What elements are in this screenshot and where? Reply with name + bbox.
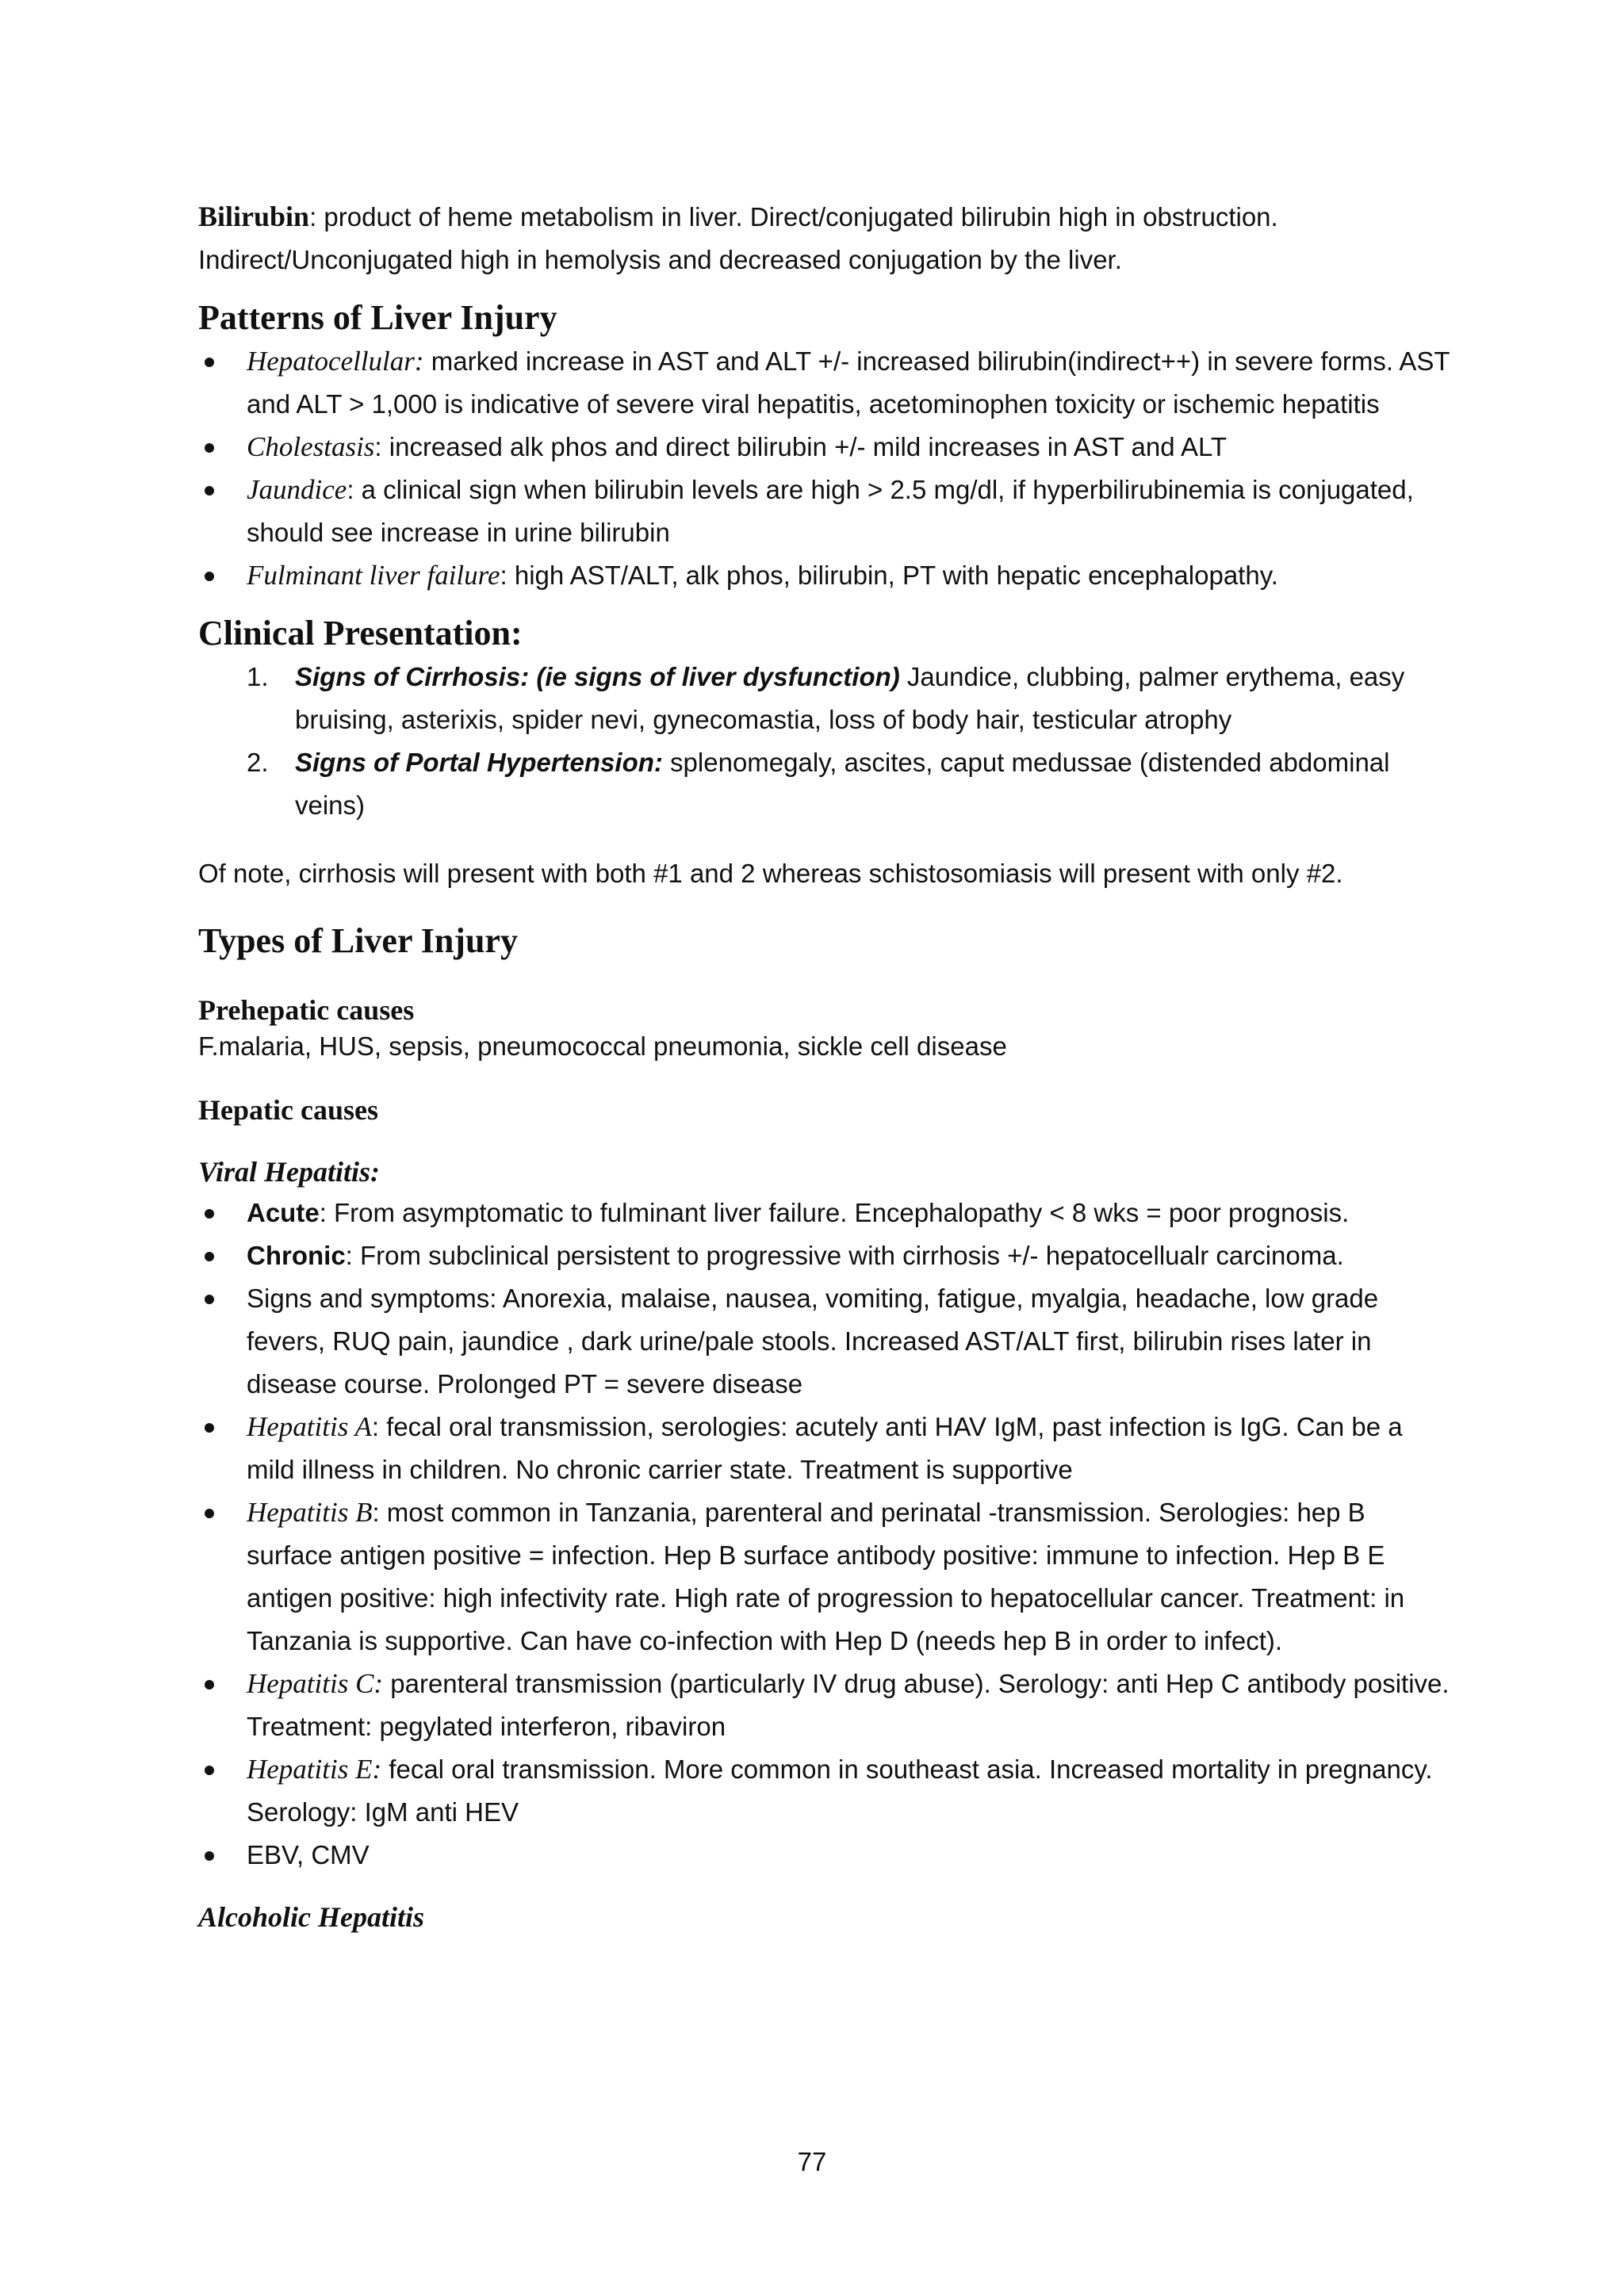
- clinical-text: Jaundice, clubbing, palmer erythema, easy bruising, asterixis, spider nevi, gynecomastia, loss of body hair, testicular atrophy: [295, 662, 1405, 734]
- viral-text: EBV, CMV: [247, 1840, 370, 1869]
- pattern-text: marked increase in AST and ALT +/- increased bilirubin(indirect++) in severe forms. AST and ALT > 1,000 is indicative of severe viral hepatitis, acetominophen toxicity or ischemic hepatitis: [247, 346, 1450, 419]
- list-item: [198, 426, 1451, 469]
- viral-heading: Viral Hepatitis:: [198, 1156, 381, 1188]
- list-item: [198, 1748, 1451, 1834]
- pattern-text: : increased alk phos and direct bilirubin +/- mild increases in AST and ALT: [374, 432, 1228, 461]
- page-number: 77: [797, 2147, 827, 2176]
- pattern-term: Hepatocellular:: [247, 346, 424, 377]
- pattern-term: Fulminant liver failure: [247, 560, 500, 591]
- patterns-heading: Patterns of Liver Injury: [198, 298, 557, 337]
- viral-text: : From subclinical persistent to progressive with cirrhosis +/- hepatocellualr carcinoma.: [345, 1241, 1344, 1270]
- list-item: [198, 1192, 1451, 1234]
- list-item: [198, 1491, 1451, 1663]
- viral-text: Signs and symptoms: Anorexia, malaise, nausea, vomiting, fatigue, myalgia, headache, low grade fevers, RUQ pain, jaundice , dark urine/pale stools. Increased AST/ALT first, bilirubin rises later in disease course. Prolonged PT = severe disease: [247, 1284, 1379, 1399]
- list-item: [198, 1663, 1451, 1748]
- list-item: [247, 741, 1451, 827]
- viral-term: Hepatitis B: [247, 1497, 373, 1528]
- list-item: [198, 1406, 1451, 1491]
- viral-text: : From asymptomatic to fulminant liver failure. Encephalopathy < 8 wks = poor prognosis.: [319, 1198, 1350, 1227]
- viral-term: Hepatitis C:: [247, 1668, 384, 1699]
- list-item: [247, 656, 1451, 741]
- viral-term: Hepatitis E:: [247, 1754, 382, 1785]
- viral-text: : most common in Tanzania, parenteral and perinatal -transmission. Serologies: hep B surface antigen positive = infection. Hep B surface antibody positive: immune to infection. Hep B E antigen positive: high infectivity rate. High rate of progression to hepatocellular cancer. Treatment: in Tanzania is supportive. Can have co-infection with Hep D (needs hep B in order to infect).: [247, 1498, 1405, 1655]
- list-item: [198, 1234, 1451, 1277]
- pattern-term: Cholestasis: [247, 431, 375, 462]
- viral-term: Acute: [247, 1198, 320, 1227]
- list-item: [198, 340, 1451, 426]
- list-item: [198, 554, 1451, 597]
- alcoholic-heading: Alcoholic Hepatitis: [198, 1901, 424, 1933]
- list-item: [198, 1277, 1451, 1406]
- viral-text: fecal oral transmission. More common in southeast asia. Increased mortality in pregnancy. Serology: IgM anti HEV: [247, 1755, 1433, 1827]
- clinical-lead: Signs of Portal Hypertension:: [295, 748, 663, 777]
- prehepatic-text: F.malaria, HUS, sepsis, pneumococcal pneumonia, sickle cell disease: [198, 1031, 1007, 1061]
- viral-text: : fecal oral transmission, serologies: acutely anti HAV IgM, past infection is IgG. Can be a mild illness in children. No chronic carrier state. Treatment is supportive: [247, 1412, 1403, 1484]
- clinical-list: [198, 656, 1451, 827]
- prehepatic-heading: Prehepatic causes: [198, 994, 415, 1026]
- clinical-heading: Clinical Presentation:: [198, 614, 523, 652]
- viral-term: Chronic: [247, 1241, 346, 1270]
- item-number: 1.: [247, 662, 269, 691]
- item-number: 2.: [247, 748, 269, 777]
- pattern-term: Jaundice: [247, 474, 347, 505]
- clinical-lead: Signs of Cirrhosis: (ie signs of liver dysfunction): [295, 662, 900, 691]
- list-item: [198, 469, 1451, 554]
- clinical-note: Of note, cirrhosis will present with both #1 and 2 whereas schistosomiasis will present with only #2.: [198, 859, 1343, 888]
- pattern-text: : a clinical sign when bilirubin levels are high > 2.5 mg/dl, if hyperbilirubinemia is conjugated, should see increase in urine bilirubin: [247, 475, 1414, 547]
- types-heading: Types of Liver Injury: [198, 921, 518, 960]
- list-item: [198, 1834, 1451, 1877]
- viral-text: parenteral transmission (particularly IV drug abuse). Serology: anti Hep C antibody positive. Treatment: pegylated interferon, ribaviron: [247, 1669, 1450, 1741]
- clinical-text: splenomegaly, ascites, caput medussae (distended abdominal veins): [295, 748, 1390, 820]
- patterns-list: [198, 340, 1451, 597]
- viral-list: [198, 1192, 1451, 1877]
- pattern-text: : high AST/ALT, alk phos, bilirubin, PT with hepatic encephalopathy.: [500, 561, 1278, 590]
- bilirubin-paragraph: [198, 195, 1451, 281]
- bilirubin-text: : product of heme metabolism in liver. Direct/conjugated bilirubin high in obstruction. Indirect/Unconjugated high in hemolysis and decreased conjugation by the liver.: [198, 202, 1278, 274]
- hepatic-heading: Hepatic causes: [198, 1094, 378, 1126]
- bilirubin-term: Bilirubin: [198, 201, 310, 232]
- document-page: [198, 195, 1451, 1937]
- viral-term: Hepatitis A: [247, 1411, 372, 1442]
